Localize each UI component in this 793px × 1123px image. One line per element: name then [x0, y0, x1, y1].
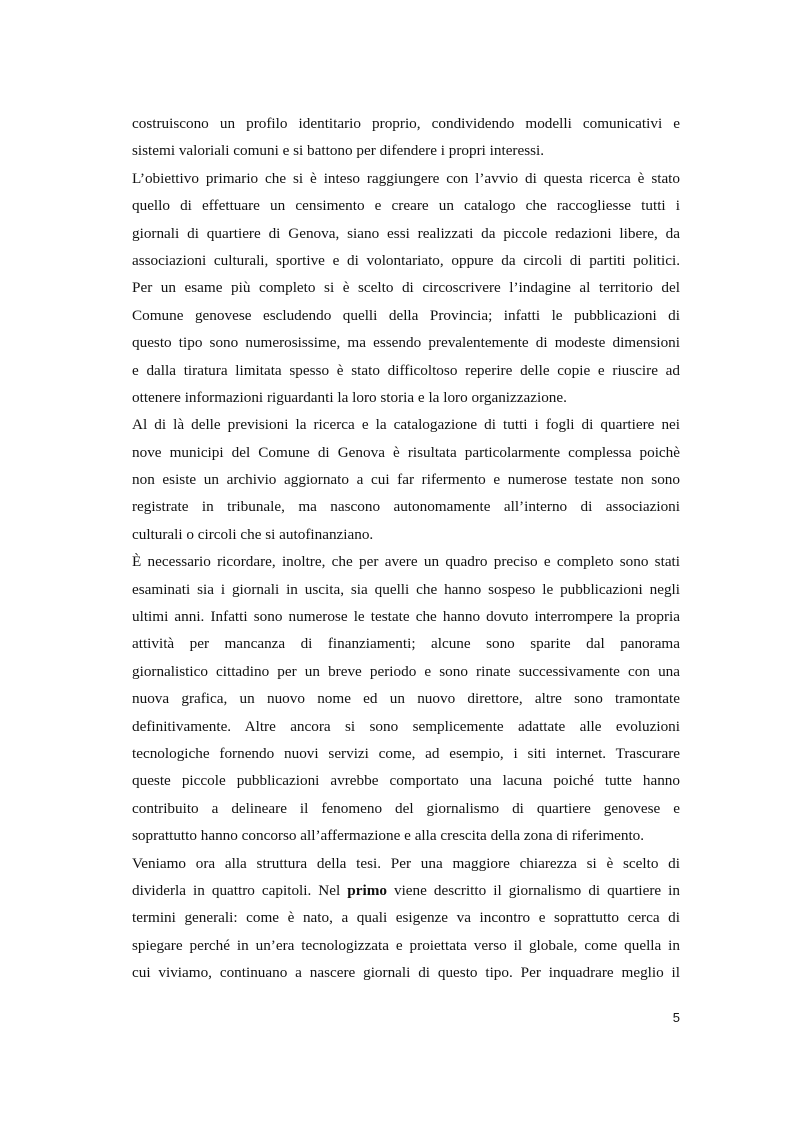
text-line: cui viviamo, continuano a nascere giornali di questo tipo. Per inquadrare meglio il — [132, 964, 680, 982]
bold-term: primo — [347, 881, 387, 899]
text-line: culturali o circoli che si autofinanziano. — [132, 525, 374, 543]
text-line: termini generali: come è nato, a quali esigenze va incontro e soprattutto cerca di — [132, 909, 680, 927]
text-line: Comune genovese escludendo quelli della Provincia; infatti le pubblicazioni di — [132, 306, 680, 324]
text-line: soprattutto hanno concorso all’affermazione e alla crescita della zona di riferimento. — [132, 827, 645, 845]
text-line: Per un esame più completo si è scelto di circoscrivere l’indagine al territorio del — [132, 279, 680, 297]
text-line: queste piccole pubblicazioni avrebbe comportato una lacuna poiché tutte hanno — [132, 772, 680, 790]
text-line — [132, 877, 680, 904]
text-fragment: viene descritto il giornalismo di quartiere in — [386, 881, 680, 899]
page-number: 5 — [672, 1010, 680, 1025]
text-line: È necessario ricordare, inoltre, che per avere un quadro preciso e completo sono stati — [132, 553, 680, 571]
text-line: giornali di quartiere di Genova, siano essi realizzati da piccole redazioni libere, da — [132, 224, 680, 242]
text-line: nuova grafica, un nuovo nome ed un nuovo direttore, altre sono tramontate — [132, 690, 680, 708]
text-line: esaminati sia i giornali in uscita, sia quelli che hanno sospeso le pubblicazioni negli — [132, 580, 680, 598]
text-line: costruiscono un profilo identitario proprio, condividendo modelli comunicativi e — [132, 115, 680, 132]
document-body — [132, 110, 680, 987]
text-line: registrate in tribunale, ma nascono autonomamente all’interno di associazioni — [132, 498, 680, 516]
text-line: e dalla tiratura limitata spesso è stato difficoltoso reperire delle copie e riuscire ad — [132, 361, 680, 379]
text-line: non esiste un archivio aggiornato a cui far rifermento e numerose testate non sono — [132, 471, 680, 489]
text-line: tecnologiche fornendo nuovi servizi come, ad esempio, i siti internet. Trascurare — [132, 744, 680, 762]
text-line: ottenere informazioni riguardanti la loro storia e la loro organizzazione. — [132, 388, 567, 406]
text-line: giornalistico cittadino per un breve periodo e sono rinate successivamente con una — [132, 662, 680, 680]
text-line: Veniamo ora alla struttura della tesi. Per una maggiore chiarezza si è scelto di — [132, 854, 680, 872]
text-line: spiegare perché in un’era tecnologizzata e proiettata verso il globale, come quella in — [132, 936, 680, 954]
text-line: Al di là delle previsioni la ricerca e la catalogazione di tutti i fogli di quartiere nei — [132, 416, 680, 434]
text-line: L’obiettivo primario che si è inteso raggiungere con l’avvio di questa ricerca è stato — [132, 169, 680, 187]
text-fragment: dividerla in quattro capitoli. Nel — [132, 881, 348, 899]
text-line: associazioni culturali, sportive e di volontariato, oppure da circoli di partiti politici. — [132, 251, 680, 269]
text-line: sistemi valoriali comuni e si battono per difendere i propri interessi. — [132, 142, 545, 160]
text-line: questo tipo sono numerosissime, ma essendo prevalentemente di modeste dimensioni — [132, 334, 680, 352]
text-line: ultimi anni. Infatti sono numerose le testate che hanno dovuto interrompere la propria — [132, 608, 680, 626]
text-line: nove municipi del Comune di Genova è risultata particolarmente complessa poichè — [132, 443, 680, 461]
text-line: quello di effettuare un censimento e creare un catalogo che raccogliesse tutti i — [132, 197, 680, 215]
text-line: attività per mancanza di finanziamenti; alcune sono sparite dal panorama — [132, 635, 680, 653]
text-line: contribuito a delineare il fenomeno del giornalismo di quartiere genovese e — [132, 799, 680, 817]
text-line: definitivamente. Altre ancora si sono semplicemente adattate alle evoluzioni — [132, 717, 680, 735]
